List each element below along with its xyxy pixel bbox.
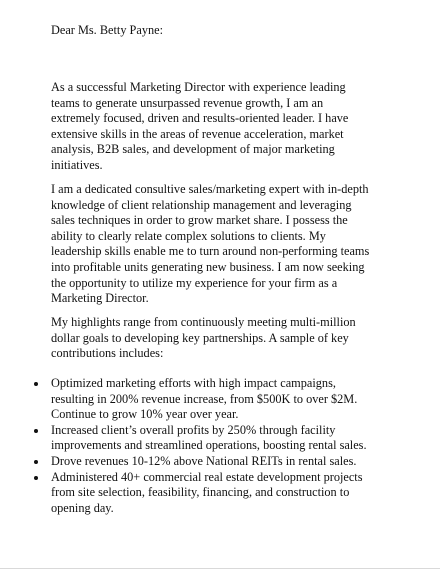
paragraph-line: extensive skills in the areas of revenue acceleration, market [51,126,344,141]
paragraph-highlights [51,315,401,362]
list-item-line: opening day. [51,500,114,515]
list-item-line: Optimized marketing efforts with high impact campaigns, [51,376,336,390]
list-item-line: improvements and streamlined operations, boosting rental sales. [51,438,367,453]
paragraph-line: Marketing Director. [51,291,149,306]
bullet-icon [34,429,38,433]
list-item-line: Increased client’s overall profits by 250% through facility [51,422,336,437]
paragraph-line: analysis, B2B sales, and development of major marketing [51,142,335,157]
list-item-line: resulting in 200% revenue increase, from $500K to over $2M. [51,391,358,406]
bullet-icon [34,460,38,464]
paragraph-line: the opportunity to utilize my experience for your firm as a [51,275,338,290]
bullet-icon [34,476,38,480]
paragraph-line: ability to clearly relate complex solutions to clients. My [51,228,326,243]
list-item-line: Drove revenues 10-12% above National REITs in rental sales. [51,453,357,468]
paragraph-line: teams to generate unsurpassed revenue growth, I am an [51,95,324,110]
paragraph-line: contributions includes: [51,346,164,361]
paragraph-line: extremely focused, driven and results-oriented leader. I have [51,111,349,126]
list-item-line: from site selection, feasibility, financing, and construction to [51,485,350,500]
paragraph-line: dollar goals to developing key partnerships. A sample of key [51,330,349,345]
paragraph-line: leadership skills enable me to turn around non-performing teams [51,244,370,259]
list-item [51,470,411,517]
paragraph-line: I am a dedicated consultive sales/marketing expert with in-depth [51,182,369,196]
list-item [51,454,411,470]
list-item-line: Administered 40+ commercial real estate development projects [51,469,363,484]
paragraph-line: As a successful Marketing Director with experience leading [51,80,346,94]
paragraph-line: knowledge of client relationship management and leveraging [51,197,352,212]
paragraph-line: initiatives. [51,157,103,172]
contributions-list [51,376,411,516]
paragraph-line: sales techniques in order to grow market share. I possess the [51,213,348,228]
list-item-line: Continue to grow 10% year over year. [51,407,239,422]
list-item [51,376,411,423]
paragraph-expertise [51,182,401,307]
paragraph-line: into profitable units generating new business. I am now seeking [51,259,365,274]
list-item [51,423,411,454]
paragraph-line: My highlights range from continuously meeting multi-million [51,315,356,329]
paragraph-introduction [51,80,401,174]
bullet-icon [34,382,38,386]
salutation: Dear Ms. Betty Payne: [51,23,164,37]
